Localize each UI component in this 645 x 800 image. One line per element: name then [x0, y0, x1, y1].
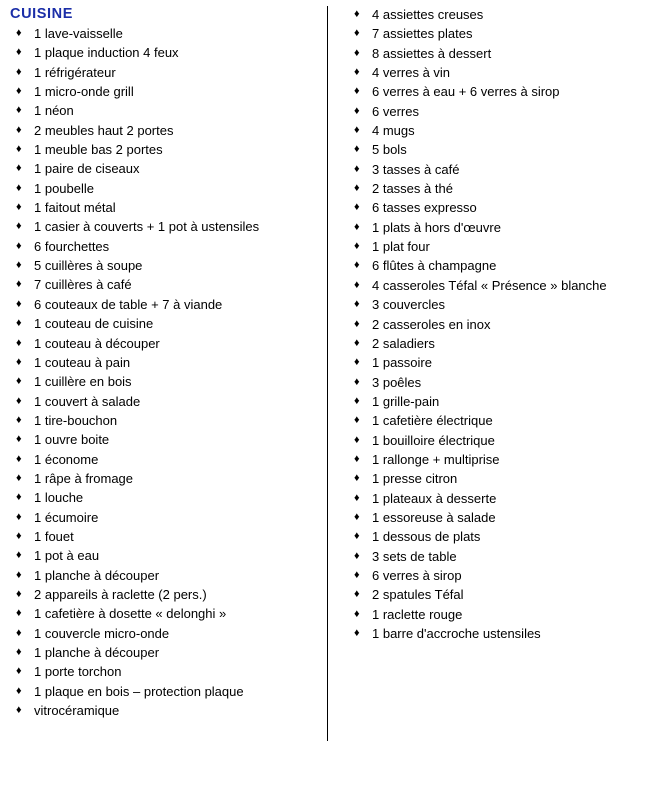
- diamond-bullet-icon: ♦: [16, 297, 22, 310]
- list-item-label: 6 flûtes à champagne: [372, 258, 497, 274]
- diamond-bullet-icon: ♦: [16, 471, 22, 484]
- diamond-bullet-icon: ♦: [16, 123, 22, 136]
- list-item: [348, 160, 645, 179]
- diamond-bullet-icon: ♦: [354, 124, 360, 137]
- diamond-bullet-icon: ♦: [354, 298, 360, 311]
- list-item-label: 2 appareils à raclette (2 pers.): [34, 586, 207, 602]
- list-item-label: 1 écumoire: [34, 509, 99, 525]
- list-item-label: 1 ouvre boite: [34, 432, 110, 448]
- list-item: [10, 469, 327, 488]
- list-item-label: 6 fourchettes: [34, 238, 110, 254]
- diamond-bullet-icon: ♦: [16, 278, 22, 291]
- diamond-bullet-icon: ♦: [16, 665, 22, 678]
- list-item-label: 1 fouet: [34, 528, 74, 544]
- list-item-label: 1 planche à découper: [34, 567, 160, 583]
- diamond-bullet-icon: ♦: [354, 201, 360, 214]
- list-item: [10, 488, 327, 507]
- list-item-label: 6 verres à sirop: [372, 567, 462, 583]
- list-item: [10, 682, 327, 701]
- list-item: [348, 585, 645, 604]
- page-title: CUISINE: [10, 6, 74, 22]
- list-item-label: 1 essoreuse à salade: [372, 509, 496, 525]
- diamond-bullet-icon: ♦: [16, 607, 22, 620]
- two-column-layout: [0, 7, 645, 741]
- list-item-label: 1 couvert à salade: [34, 393, 141, 409]
- diamond-bullet-icon: ♦: [16, 336, 22, 349]
- list-item: [10, 256, 327, 275]
- list-item-label: 1 pot à eau: [34, 548, 100, 564]
- list-item: [348, 276, 645, 295]
- list-item: [348, 218, 645, 237]
- list-item-label: 6 verres: [372, 103, 419, 119]
- diamond-bullet-icon: ♦: [16, 239, 22, 252]
- diamond-bullet-icon: ♦: [354, 375, 360, 388]
- diamond-bullet-icon: ♦: [16, 162, 22, 175]
- list-item-label: 1 meuble bas 2 portes: [34, 142, 163, 158]
- diamond-bullet-icon: ♦: [16, 413, 22, 426]
- diamond-bullet-icon: ♦: [16, 220, 22, 233]
- diamond-bullet-icon: ♦: [16, 529, 22, 542]
- list-item: [10, 314, 327, 333]
- diamond-bullet-icon: ♦: [16, 684, 22, 697]
- diamond-bullet-icon: ♦: [354, 530, 360, 543]
- list-item-label: 1 plaque en bois – protection plaque: [34, 683, 244, 699]
- list-item-label: vitrocéramique: [34, 703, 120, 719]
- diamond-bullet-icon: ♦: [16, 375, 22, 388]
- list-item: [348, 121, 645, 140]
- list-item: [348, 24, 645, 43]
- list-item-label: 1 dessous de plats: [372, 529, 481, 545]
- diamond-bullet-icon: ♦: [16, 626, 22, 639]
- list-item-label: 1 lave-vaisselle: [34, 26, 123, 41]
- diamond-bullet-icon: ♦: [16, 491, 22, 504]
- diamond-bullet-icon: ♦: [354, 491, 360, 504]
- diamond-bullet-icon: ♦: [354, 394, 360, 407]
- list-item: [10, 372, 327, 391]
- list-item: [348, 469, 645, 488]
- list-item: [10, 546, 327, 565]
- list-item: [348, 392, 645, 411]
- diamond-bullet-icon: ♦: [16, 704, 22, 717]
- list-item: [10, 24, 327, 43]
- right-item-list: [348, 5, 645, 643]
- list-item-label: 4 verres à vin: [372, 65, 451, 81]
- list-item: [348, 605, 645, 624]
- diamond-bullet-icon: ♦: [16, 510, 22, 523]
- list-item: [348, 237, 645, 256]
- list-item: [348, 624, 645, 643]
- list-item-label: 1 rallonge + multiprise: [372, 451, 500, 467]
- list-item: [10, 121, 327, 140]
- list-item: [10, 411, 327, 430]
- diamond-bullet-icon: ♦: [354, 568, 360, 581]
- list-item: [10, 585, 327, 604]
- list-item: [10, 179, 327, 198]
- list-item-label: 6 verres à eau + 6 verres à sirop: [372, 84, 560, 100]
- diamond-bullet-icon: ♦: [354, 336, 360, 349]
- diamond-bullet-icon: ♦: [354, 317, 360, 330]
- diamond-bullet-icon: ♦: [16, 201, 22, 214]
- diamond-bullet-icon: ♦: [16, 259, 22, 272]
- diamond-bullet-icon: ♦: [16, 568, 22, 581]
- list-item-label: 8 assiettes à dessert: [372, 45, 492, 61]
- right-column: [328, 5, 645, 643]
- list-item-label: 2 spatules Téfal: [372, 587, 464, 603]
- list-item-label: 1 porte torchon: [34, 664, 122, 680]
- list-item-label: 1 économe: [34, 451, 99, 467]
- list-item: [10, 159, 327, 178]
- list-item: [10, 527, 327, 546]
- list-item-label: 1 réfrigérateur: [34, 64, 116, 80]
- diamond-bullet-icon: ♦: [16, 65, 22, 78]
- list-item: [348, 431, 645, 450]
- diamond-bullet-icon: ♦: [354, 356, 360, 369]
- list-item-label: 1 plateaux à desserte: [372, 490, 497, 506]
- diamond-bullet-icon: ♦: [354, 8, 360, 20]
- list-item: [348, 334, 645, 353]
- list-item: [10, 624, 327, 643]
- list-item-label: 1 grille-pain: [372, 393, 440, 409]
- diamond-bullet-icon: ♦: [354, 104, 360, 117]
- list-item: [348, 295, 645, 314]
- list-item: [348, 315, 645, 334]
- list-item-label: 2 meubles haut 2 portes: [34, 122, 174, 138]
- list-item-label: 4 assiettes creuses: [372, 7, 484, 22]
- list-item: [10, 334, 327, 353]
- diamond-bullet-icon: ♦: [354, 220, 360, 233]
- list-item-label: 7 assiettes plates: [372, 26, 473, 42]
- diamond-bullet-icon: ♦: [16, 646, 22, 658]
- list-item-label: 5 bols: [372, 142, 407, 158]
- list-item: [348, 411, 645, 430]
- list-item: [10, 566, 327, 585]
- diamond-bullet-icon: ♦: [354, 588, 360, 601]
- list-item-label: 1 faitout métal: [34, 200, 116, 216]
- diamond-bullet-icon: ♦: [354, 182, 360, 195]
- list-item-label: 7 cuillères à café: [34, 277, 132, 293]
- list-item-label: 2 tasses à thé: [372, 181, 453, 197]
- list-item: [10, 643, 327, 662]
- diamond-bullet-icon: ♦: [354, 66, 360, 79]
- diamond-bullet-icon: ♦: [354, 259, 360, 272]
- list-item: [348, 44, 645, 63]
- list-item-label: 1 plaque induction 4 feux: [34, 45, 179, 61]
- list-item: [348, 547, 645, 566]
- list-item-label: 1 cafetière à dosette « delonghi »: [34, 606, 227, 622]
- diamond-bullet-icon: ♦: [16, 452, 22, 465]
- list-item: [348, 82, 645, 101]
- list-item-label: 1 bouilloire électrique: [372, 432, 495, 448]
- list-item: [348, 256, 645, 275]
- list-item-label: 1 passoire: [372, 355, 432, 371]
- diamond-bullet-icon: ♦: [16, 587, 22, 600]
- list-item: [10, 63, 327, 82]
- diamond-bullet-icon: ♦: [16, 46, 22, 59]
- diamond-bullet-icon: ♦: [16, 27, 22, 39]
- list-item: [10, 508, 327, 527]
- list-item-label: 1 couteau à découper: [34, 335, 160, 351]
- diamond-bullet-icon: ♦: [16, 85, 22, 98]
- list-item-label: 5 cuillères à soupe: [34, 258, 143, 274]
- diamond-bullet-icon: ♦: [354, 46, 360, 59]
- list-item-label: 3 sets de table: [372, 548, 457, 564]
- diamond-bullet-icon: ♦: [354, 162, 360, 175]
- list-item: [10, 43, 327, 62]
- list-item-label: 1 planche à découper: [34, 645, 160, 660]
- list-item: [10, 82, 327, 101]
- diamond-bullet-icon: ♦: [354, 27, 360, 40]
- diamond-bullet-icon: ♦: [16, 549, 22, 562]
- list-item-label: 6 tasses expresso: [372, 200, 477, 216]
- list-item: [10, 237, 327, 256]
- list-item-label: 2 saladiers: [372, 335, 435, 351]
- diamond-bullet-icon: ♦: [354, 472, 360, 485]
- diamond-bullet-icon: ♦: [354, 278, 360, 291]
- list-item: [348, 353, 645, 372]
- list-item-label: 1 cafetière électrique: [372, 413, 493, 429]
- list-item: [348, 489, 645, 508]
- diamond-bullet-icon: ♦: [354, 627, 360, 639]
- diamond-bullet-icon: ♦: [354, 607, 360, 620]
- list-item: [10, 353, 327, 372]
- diamond-bullet-icon: ♦: [16, 181, 22, 194]
- list-item: [348, 508, 645, 527]
- list-item-label: 1 couteau à pain: [34, 354, 131, 370]
- diamond-bullet-icon: ♦: [354, 549, 360, 562]
- list-item: [10, 101, 327, 120]
- list-item-label: 1 plats à hors d'œuvre: [372, 219, 501, 235]
- list-item: [348, 198, 645, 217]
- diamond-bullet-icon: ♦: [354, 240, 360, 253]
- diamond-bullet-icon: ♦: [16, 317, 22, 330]
- list-item: [10, 662, 327, 681]
- list-item: [10, 604, 327, 623]
- list-item-label: 6 couteaux de table + 7 à viande: [34, 296, 223, 312]
- list-item-label: 1 tire-bouchon: [34, 412, 118, 428]
- list-item: [10, 217, 327, 236]
- list-item-label: 1 paire de ciseaux: [34, 161, 140, 177]
- list-item-label: 1 presse citron: [372, 471, 458, 487]
- list-item-label: 1 barre d'accroche ustensiles: [372, 626, 541, 641]
- diamond-bullet-icon: ♦: [354, 85, 360, 98]
- diamond-bullet-icon: ♦: [16, 433, 22, 446]
- list-item-label: 2 casseroles en inox: [372, 316, 491, 332]
- list-item: [348, 179, 645, 198]
- diamond-bullet-icon: ♦: [16, 355, 22, 368]
- list-item-label: 1 cuillère en bois: [34, 374, 132, 390]
- list-item: [10, 430, 327, 449]
- list-item: [10, 275, 327, 294]
- list-item-label: 1 louche: [34, 490, 84, 506]
- list-item: [348, 373, 645, 392]
- list-item: [10, 198, 327, 217]
- list-item-label: 1 couteau de cuisine: [34, 316, 154, 332]
- list-item: [348, 140, 645, 159]
- diamond-bullet-icon: ♦: [354, 414, 360, 427]
- list-item-label: 3 couvercles: [372, 297, 445, 313]
- list-item-label: 1 raclette rouge: [372, 606, 463, 622]
- list-item-label: 1 poubelle: [34, 180, 94, 196]
- diamond-bullet-icon: ♦: [16, 104, 22, 117]
- list-item: [348, 102, 645, 121]
- list-item: [10, 392, 327, 411]
- list-item-label: 1 couvercle micro-onde: [34, 625, 170, 641]
- list-item-label: 3 poêles: [372, 374, 422, 390]
- list-item: [348, 63, 645, 82]
- list-item: [10, 295, 327, 314]
- list-item-label: 4 casseroles Téfal « Présence » blanche: [372, 277, 607, 293]
- diamond-bullet-icon: ♦: [354, 433, 360, 446]
- list-item: [10, 140, 327, 159]
- list-item-label: 1 casier à couverts + 1 pot à ustensiles: [34, 219, 260, 235]
- left-item-list: [10, 24, 327, 720]
- list-item-label: 1 râpe à fromage: [34, 470, 134, 486]
- list-item: [348, 527, 645, 546]
- diamond-bullet-icon: ♦: [16, 394, 22, 407]
- list-item-label: 4 mugs: [372, 123, 415, 139]
- list-item: [348, 5, 645, 24]
- list-item-label: 1 plat four: [372, 239, 430, 255]
- left-column: [0, 24, 327, 720]
- list-item: [10, 701, 327, 720]
- list-item: [348, 450, 645, 469]
- diamond-bullet-icon: ♦: [16, 143, 22, 156]
- list-item-label: 1 néon: [34, 103, 74, 119]
- diamond-bullet-icon: ♦: [354, 510, 360, 523]
- list-item-label: 3 tasses à café: [372, 161, 460, 177]
- diamond-bullet-icon: ♦: [354, 452, 360, 465]
- list-item: [10, 450, 327, 469]
- diamond-bullet-icon: ♦: [354, 143, 360, 156]
- list-item-label: 1 micro-onde grill: [34, 84, 134, 100]
- list-item: [348, 566, 645, 585]
